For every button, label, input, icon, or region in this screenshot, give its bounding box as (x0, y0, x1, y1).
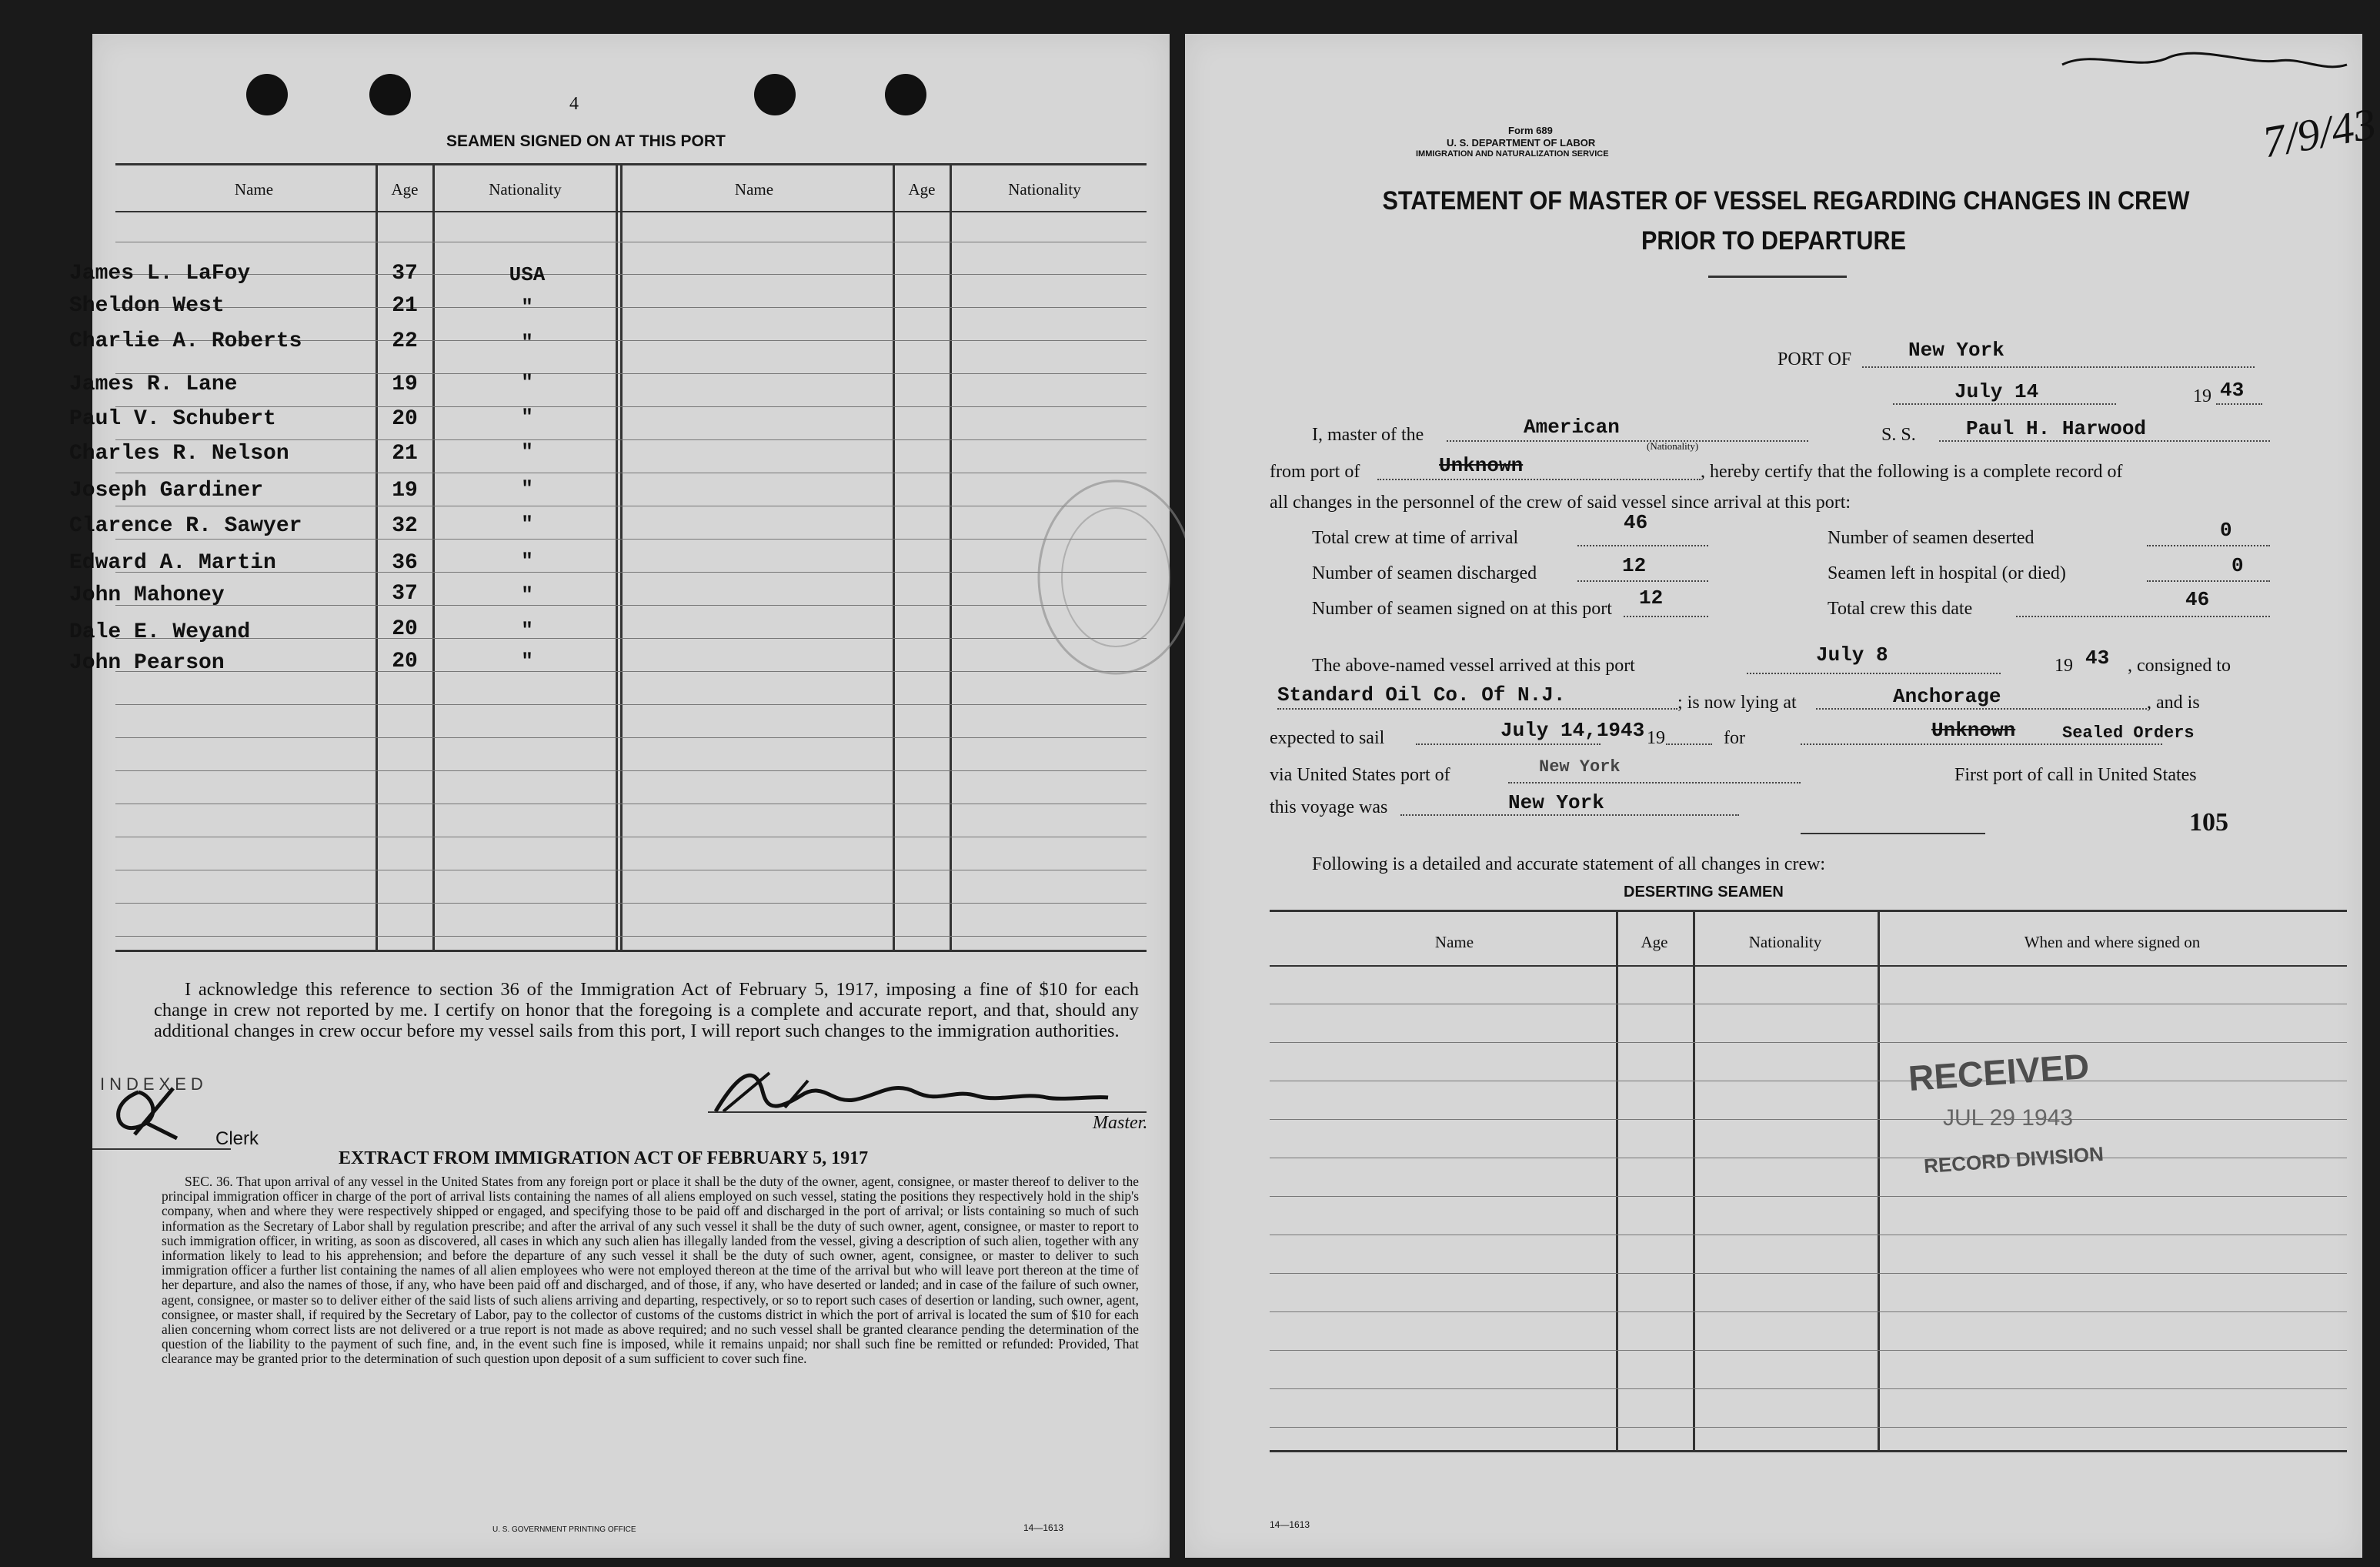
clerk-initial (92, 1081, 192, 1150)
column-divider (432, 165, 435, 950)
deserting-col-age: Age (1641, 933, 1668, 951)
left-page (69, 34, 1170, 1558)
punch-hole (369, 74, 411, 115)
service: IMMIGRATION AND NATURALIZATION SERVICE (1416, 149, 1609, 159)
seaman-age: 21 (392, 442, 418, 466)
for-value: Unknown (1931, 719, 2016, 742)
total-crew-arrival-value: 46 (1624, 511, 1648, 534)
seaman-age: 19 (392, 373, 418, 396)
seaman-nationality: " (521, 331, 533, 354)
hospital-label: Seamen left in hospital (or died) (1828, 563, 2066, 583)
seamen-discharged-label: Number of seamen discharged (1312, 563, 1537, 583)
seaman-nationality: " (521, 650, 533, 673)
seaman-age: 37 (392, 582, 418, 606)
printer-imprint: U. S. GOVERNMENT PRINTING OFFICE (492, 1525, 636, 1534)
seaman-name: Edward A. Martin (69, 551, 276, 575)
deserting-col-signed-on: When and where signed on (2024, 933, 2201, 951)
column-divider (893, 165, 895, 950)
indexed-stamp: INDEXED (100, 1074, 208, 1094)
punch-hole (246, 74, 288, 115)
lying-value: Anchorage (1893, 685, 2001, 708)
seamen-deserted-label: Number of seamen deserted (1828, 528, 2035, 548)
seaman-age: 20 (392, 650, 418, 673)
master-of-label: I, master of the (1312, 425, 1424, 445)
right-form-code: 14—1613 (1270, 1519, 1310, 1530)
for-value-2: Sealed Orders (2062, 723, 2195, 743)
table-header-rule (115, 211, 1147, 212)
clerk-label: Clerk (215, 1128, 259, 1149)
table-top-rule (115, 163, 1147, 165)
seaman-age: 37 (392, 262, 418, 286)
seaman-age: 19 (392, 479, 418, 503)
seaman-name: Dale E. Weyand (69, 620, 251, 644)
total-crew-date-value: 46 (2185, 588, 2210, 611)
seaman-age: 20 (392, 407, 418, 431)
received-stamp: RECEIVED (1907, 1045, 2091, 1099)
total-crew-date-label: Total crew this date (1828, 599, 1973, 619)
following-label: Following is a detailed and accurate statement of all changes in crew: (1312, 854, 1826, 874)
right-page (1185, 34, 2380, 1558)
seamen-discharged-value: 12 (1622, 554, 1647, 577)
seaman-name: Sheldon West (69, 294, 225, 318)
via-label: via United States port of (1270, 765, 1450, 785)
punch-hole (754, 74, 796, 115)
col-nationality-2: Nationality (1008, 180, 1081, 199)
year-prefix: 19 (2193, 386, 2211, 406)
col-name-2: Name (734, 180, 774, 199)
seaman-name: Charles R. Nelson (69, 442, 289, 466)
expected-label: expected to sail (1270, 728, 1385, 748)
seaman-name: James R. Lane (69, 373, 238, 396)
seaman-nationality: " (521, 440, 533, 463)
seaman-nationality: USA (509, 263, 546, 286)
from-port-value: Unknown (1439, 454, 1524, 477)
seaman-name: John Pearson (69, 651, 225, 675)
punch-hole (885, 74, 926, 115)
certify-text-2: all changes in the personnel of the crew of said vessel since arrival at this port: (1270, 493, 1851, 513)
seaman-name: James L. LaFoy (69, 262, 251, 286)
seaman-name: Paul V. Schubert (69, 407, 276, 431)
port-label: PORT OF (1777, 349, 1852, 369)
seaman-nationality: " (521, 477, 533, 500)
expected-value: July 14,1943 (1500, 719, 1645, 742)
seaman-nationality: " (521, 371, 533, 394)
received-date: JUL 29 1943 (1943, 1105, 2074, 1131)
seaman-name: John Mahoney (69, 583, 225, 607)
acknowledgment-text: I acknowledge this reference to section 36 of the Immigration Act of February 5, 1917, imposing a fine of $10 for each change in crew not reported by me. I certify on honor that the foregoing is a complete and accurate report, and that, should any additional changes in crew occur before my vessel sails from this port, I will report such changes to the immigration authorities. (154, 979, 1139, 1041)
deserting-title: DESERTING SEAMEN (1624, 884, 1784, 900)
seaman-nationality: " (521, 550, 533, 573)
seaman-nationality: " (521, 513, 533, 536)
form-subtitle: PRIOR TO DEPARTURE (1641, 226, 1906, 256)
seaman-age: 36 (392, 551, 418, 575)
seamen-deserted-value: 0 (2220, 519, 2232, 542)
col-nationality: Nationality (489, 180, 562, 199)
from-port-label: from port of (1270, 462, 1360, 482)
extract-text: SEC. 36. That upon arrival of any vessel in the United States from any foreign port or place it shall be the duty of the owner, agent, consignee, or master thereof to deliver to the principal immigration officer in charge of the port of arrival lists containing the names of all aliens employed on such vessel, stating the positions they respectively hold in the ship's company, when and where they were respectively shipped or engaged, and specifying those to be paid off and discharged in the port of arrival; or lists containing so much of such information as the Secretary of Labor shall by regulation prescribe; and after the arrival of any such vessel it shall be the duty of such owner, agent, consignee, or master to report to such immigration officer, in writing, as soon as discovered, all cases in which any such alien has illegally landed from the vessel, giving a description of such alien, together with any information likely to lead to his apprehension; and before the departure of any such vessel it shall be the duty of such owner, agent, consignee, or master to deliver to such immigration officer a further list containing the names of all alien employees who were not employed thereon at the time of the arrival but who will leave port thereon at the time of her departure, and also the names of those, if any, who have been paid off and discharged, and of those, if any, who have deserted or landed; and in case of the failure of such owner, agent, consignee, or master so to deliver either of the said lists of such aliens arriving and departing, respectively, or so to report such cases of desertion or landing, such owner, agent, consignee, or master shall, if required by the Secretary of Labor, pay to the collector of customs of the customs district in which the port of arrival is located the sum of $10 for each alien concerning whom correct lists are not delivered or a true report is not made as above required; and no such vessel shall be granted clearance pending the determination of the question of the liability to the payment of such fine, and, in the event such fine is imposed, while it remains unpaid; nor shall such fine be remitted or refunded: Provided, That clearance may be granted prior to the determination of such question upon deposit of a sum sufficient to cover such fine. (162, 1174, 1139, 1367)
hospital-value: 0 (2231, 554, 2244, 577)
table-bottom-rule (115, 950, 1147, 952)
master-signature (693, 1057, 1123, 1127)
seaman-name: Charlie A. Roberts (69, 329, 302, 353)
section-title: SEAMEN SIGNED ON AT THIS PORT (446, 132, 726, 150)
seaman-age: 32 (392, 514, 418, 538)
arrived-value: July 8 (1816, 643, 1888, 667)
master-label: Master. (1093, 1113, 1148, 1133)
seaman-nationality: " (521, 406, 533, 429)
certify-text: , hereby certify that the following is a complete record of (1701, 462, 2123, 482)
total-crew-arrival-label: Total crew at time of arrival (1312, 528, 1519, 548)
column-divider (950, 165, 952, 950)
column-divider (620, 165, 623, 950)
seaman-age: 22 (392, 329, 418, 353)
deserting-col-nationality: Nationality (1748, 933, 1822, 951)
first-port-label: First port of call in United States (1954, 765, 2197, 785)
consigned-label: , consigned to (2128, 656, 2231, 676)
seaman-name: Joseph Gardiner (69, 479, 264, 503)
form-code: 14—1613 (1023, 1522, 1064, 1533)
for-label: for (1724, 728, 1745, 748)
signed-on-value: 12 (1639, 586, 1664, 610)
expected-year-prefix: 19 (1647, 728, 1665, 748)
voyage-label: this voyage was (1270, 797, 1388, 817)
record-division-stamp: RECORD DIVISION (1923, 1141, 2105, 1178)
arrived-label: The above-named vessel arrived at this port (1312, 656, 1635, 676)
ship-name: Paul H. Harwood (1966, 417, 2147, 440)
form-number: Form 689 (1508, 125, 1553, 136)
page-number: 4 (569, 94, 579, 114)
deserting-col-name: Name (1434, 933, 1474, 951)
arrived-year-value: 43 (2085, 647, 2110, 670)
seaman-name: Clarence R. Sawyer (69, 514, 302, 538)
year-value: 43 (2220, 379, 2245, 402)
lying-label: ; is now lying at (1677, 693, 1797, 713)
and-is-label: , and is (2147, 693, 2200, 713)
col-name: Name (234, 180, 274, 199)
nationality-value: American (1524, 416, 1620, 439)
handwritten-date: 7/9/43 (2258, 98, 2380, 168)
seaman-nationality: " (521, 619, 533, 642)
signed-on-label: Number of seamen signed on at this port (1312, 599, 1612, 619)
seaman-nationality: " (521, 583, 533, 606)
voyage-value: New York (1508, 791, 1604, 814)
port-value: New York (1908, 339, 2004, 362)
nationality-caption: (Nationality) (1647, 440, 1699, 452)
consignee: Standard Oil Co. Of N.J. (1277, 683, 1566, 707)
seaman-nationality: " (521, 296, 533, 319)
seaman-age: 20 (392, 617, 418, 641)
extract-title: EXTRACT FROM IMMIGRATION ACT OF FEBRUARY 5, 1917 (339, 1148, 869, 1168)
seaman-age: 21 (392, 294, 418, 318)
date-value: July 14 (1954, 380, 2039, 403)
form-title: STATEMENT OF MASTER OF VESSEL REGARDING CHANGES IN CREW (1382, 186, 2190, 216)
column-divider (616, 165, 618, 950)
col-age: Age (391, 180, 419, 199)
column-divider (376, 165, 378, 950)
ss-label: S. S. (1881, 425, 1916, 445)
department: U. S. DEPARTMENT OF LABOR (1447, 137, 1596, 149)
col-age-2: Age (908, 180, 936, 199)
circular-stamp (1023, 469, 1208, 685)
sheet-number: 105 (2189, 808, 2228, 837)
via-value: New York (1539, 757, 1621, 777)
arrived-year-prefix: 19 (2055, 656, 2073, 676)
